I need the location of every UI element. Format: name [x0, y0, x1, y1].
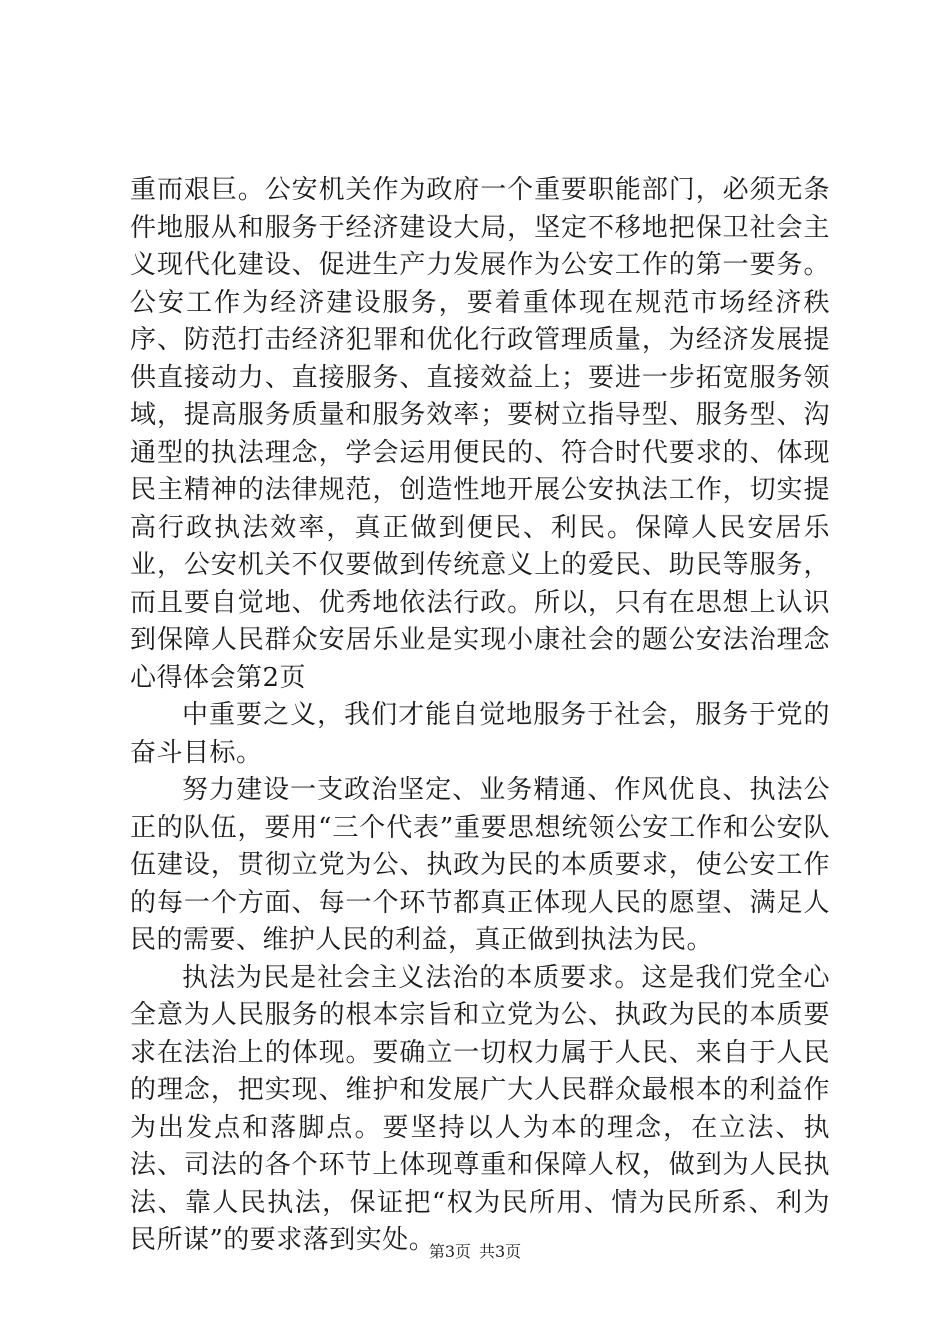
paragraph: 执法为民是社会主义法治的本质要求。这是我们党全心全意为人民服务的根本宗旨和立党为公、执政为民的本质要求在法治上的体现。要确立一切权力属于人民、来自于人民的理念，把实现、维护和发展广大人民群众最根本的利益作为出发点和落脚点。要坚持以人为本的理念，在立法、执法、司法的各个环节上体现尊重和保障人权，做到为人民执法、靠人民执法，保证把“权为民所用、情为民所系、利为民所谋”的要求落到实处。 — [130, 962, 830, 1255]
document-body — [130, 172, 830, 1260]
page-footer — [0, 1242, 950, 1262]
paragraph: 努力建设一支政治坚定、业务精通、作风优良、执法公正的队伍，要用“三个代表”重要思想统领公安工作和公安队伍建设，贯彻立党为公、执政为民的本质要求，使公安工作的每一个方面、每一个环节都真正体现人民的愿望、满足人民的需要、维护人民的利益，真正做到执法为民。 — [130, 775, 830, 955]
paragraph: 中重要之义，我们才能自觉地服务于社会，服务于党的奋斗目标。 — [130, 700, 830, 768]
page-total: 共3页 — [479, 1242, 522, 1261]
paragraph-continuation: 重而艰巨。公安机关作为政府一个重要职能部门，必须无条件地服从和服务于经济建设大局，坚定不移地把保卫社会主义现代化建设、促进生产力发展作为公安工作的第一要务。公安工作为经济建设服务，要着重体现在规范市场经济秩序、防范打击经济犯罪和优化行政管理质量，为经济发展提供直接动力、直接服务、直接效益上；要进一步拓宽服务领域，提高服务质量和服务效率；要树立指导型、服务型、沟通型的执法理念，学会运用便民的、符合时代要求的、体现民主精神的法律规范，创造性地开展公安执法工作，切实提高行政执法效率，真正做到便民、利民。保障人民安居乐业，公安机关不仅要做到传统意义上的爱民、助民等服务，而且要自觉地、优秀地依法行政。所以，只有在思想上认识到保障人民群众安居乐业是实现小康社会的题公安法治理念心得体会第2页 — [130, 175, 830, 693]
page-number: 第3页 — [428, 1242, 471, 1261]
